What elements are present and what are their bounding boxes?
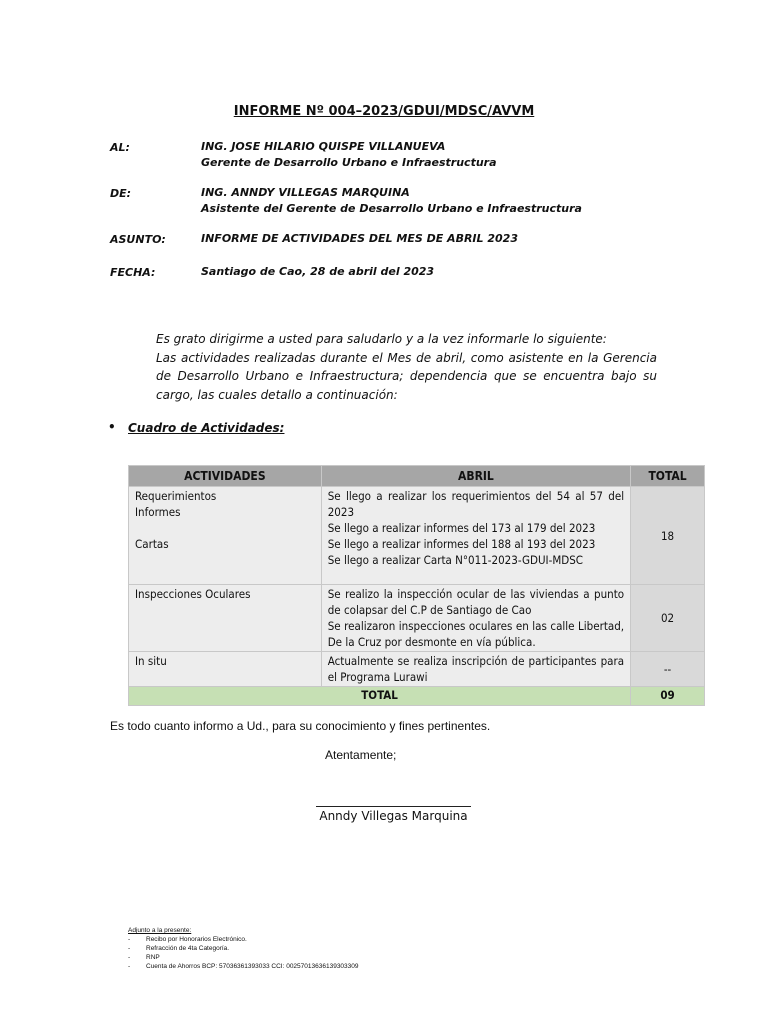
- description-line: Se llego a realizar Carta N°011-2023-GDUI-MDSC: [327, 553, 584, 567]
- table-total-row: [129, 687, 705, 706]
- activities-table: [128, 465, 705, 706]
- header-abril: ABRIL: [321, 466, 630, 487]
- asunto-label: ASUNTO:: [110, 233, 166, 246]
- document-title: INFORME Nº 004–2023/GDUI/MDSC/AVVM: [233, 104, 535, 119]
- de-role: Asistente del Gerente de Desarrollo Urbano e Infraestructura: [201, 202, 582, 215]
- activity-line: In situ: [135, 654, 167, 668]
- fecha-value: Santiago de Cao, 28 de abril del 2023: [201, 265, 435, 278]
- list-item: - Refracción de 4ta Categoría.: [128, 944, 359, 953]
- intro-body: Las actividades realizadas durante el Mes de abril, como asistente en la Gerencia de Desarrollo Urbano e Infraestructura; dependencia que se encuentra bajo su cargo, las cuales detallo a continuación:: [156, 350, 657, 402]
- description-line: Se llego a realizar informes del 173 al 179 del 2023: [327, 521, 596, 535]
- list-item: - RNP: [128, 953, 359, 962]
- de-block: [201, 185, 582, 217]
- activity-line: Informes: [135, 505, 181, 519]
- list-item: - Recibo por Honorarios Electrónico.: [128, 935, 359, 944]
- al-label: AL:: [110, 141, 130, 154]
- activity-cell: [129, 487, 322, 585]
- attachments-block: [128, 926, 359, 971]
- attachments-list: [128, 935, 359, 971]
- table-row: [129, 652, 705, 687]
- total-cell: 02: [631, 585, 705, 652]
- sum-label: TOTAL: [129, 687, 631, 706]
- description-line: Se llego a realizar informes del 188 al 193 del 2023: [327, 537, 596, 551]
- table-row: [129, 487, 705, 585]
- bullet-title: Cuadro de Actividades:: [128, 421, 285, 435]
- intro-paragraph: [156, 330, 657, 404]
- activity-line: Cartas: [135, 537, 169, 551]
- bullet-icon: •: [108, 420, 116, 434]
- description-cell: [321, 652, 630, 687]
- activity-line: Inspecciones Oculares: [135, 587, 251, 601]
- description-line: Se realizo la inspección ocular de las viviendas a punto de colapsar del C.P de Santiago de Cao: [327, 587, 625, 617]
- table-row: [129, 585, 705, 652]
- table-header-row: [129, 466, 705, 487]
- description-cell: [321, 487, 630, 585]
- signature-name: Anndy Villegas Marquina: [319, 809, 468, 823]
- description-cell: [321, 585, 630, 652]
- header-total: TOTAL: [631, 466, 705, 487]
- al-block: [201, 139, 497, 171]
- attachments-title: Adjunto a la presente:: [128, 927, 192, 934]
- al-role: Gerente de Desarrollo Urbano e Infraestructura: [201, 156, 497, 169]
- activity-cell: [129, 585, 322, 652]
- fecha-label: FECHA:: [110, 266, 156, 279]
- sum-value: 09: [631, 687, 705, 706]
- activity-line: Requerimientos: [135, 489, 217, 503]
- closing-text: Es todo cuanto informo a Ud., para su conocimiento y fines pertinentes.: [110, 719, 491, 733]
- activity-line: [135, 520, 315, 536]
- de-label: DE:: [110, 187, 132, 200]
- total-cell: --: [631, 652, 705, 687]
- total-cell: 18: [631, 487, 705, 585]
- signature-line: [316, 806, 471, 807]
- description-line: Se realizaron inspecciones oculares en las calle Libertad, De la Cruz por desmonte en vía pública.: [327, 619, 625, 649]
- intro-line1: Es grato dirigirme a usted para saludarlo y a la vez informarle lo siguiente:: [156, 332, 607, 346]
- regards-text: Atentamente;: [325, 748, 397, 762]
- activity-cell: [129, 652, 322, 687]
- list-item: - Cuenta de Ahorros BCP: 57036361393033 CCI: 00257013636139303309: [128, 962, 359, 971]
- description-line: Actualmente se realiza inscripción de participantes para el Programa Lurawi: [327, 654, 625, 684]
- description-line: Se llego a realizar los requerimientos del 54 al 57 del 2023: [327, 489, 625, 519]
- al-name: ING. JOSE HILARIO QUISPE VILLANUEVA: [201, 140, 446, 153]
- de-name: ING. ANNDY VILLEGAS MARQUINA: [201, 186, 410, 199]
- header-actividades: ACTIVIDADES: [129, 466, 322, 487]
- asunto-value: INFORME DE ACTIVIDADES DEL MES DE ABRIL 2023: [201, 232, 518, 245]
